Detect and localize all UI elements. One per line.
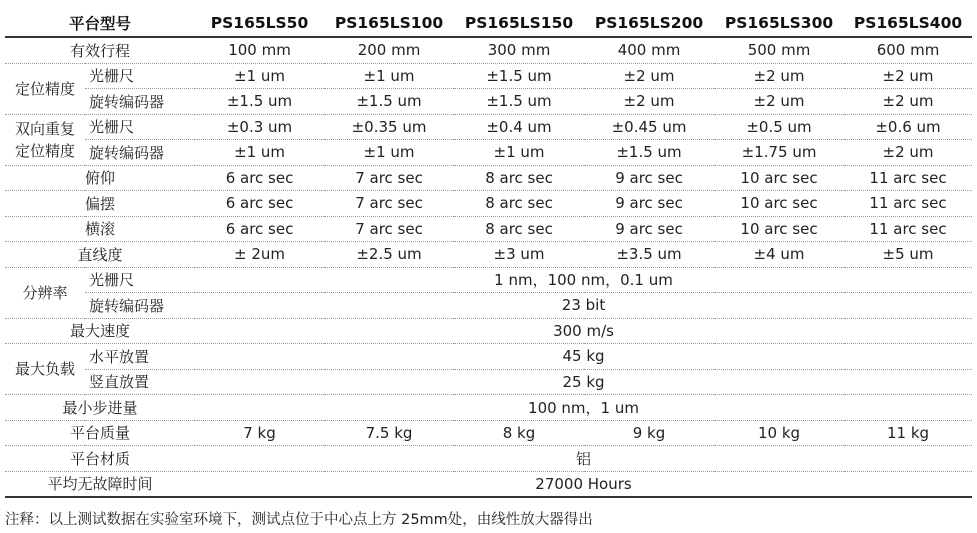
cell: 11 arc sec [844,191,972,217]
row-mass [5,420,972,446]
row-min-step [5,395,972,421]
cell: 6 arc sec [195,165,324,191]
row-group-label [5,114,85,165]
cell: ±1.5 um [324,89,454,115]
cell: ±1.5 um [454,89,584,115]
cell: ±0.5 um [714,114,844,140]
cell: 8 arc sec [454,191,584,217]
cell: ±4 um [714,242,844,268]
row-group-label: 定位精度 [5,63,85,114]
header-model: PS165LS100 [324,9,454,37]
row-sub-label: 光栅尺 [85,114,195,140]
cell: ±2 um [844,89,972,115]
cell: 11 kg [844,420,972,446]
cell: ±0.35 um [324,114,454,140]
header-model: PS165LS400 [844,9,972,37]
row-resolution-grating [5,267,972,293]
header-model: PS165LS300 [714,9,844,37]
row-label: 横滚 [5,216,195,242]
cell: 11 arc sec [844,216,972,242]
header-model: PS165LS200 [584,9,714,37]
cell: ±1.5 um [584,140,714,166]
cell: 9 kg [584,420,714,446]
row-max-speed [5,318,972,344]
cell: 11 arc sec [844,165,972,191]
cell: 400 mm [584,37,714,63]
cell: 7 arc sec [324,191,454,217]
row-sub-label: 竖直放置 [85,369,195,395]
row-label: 最小步进量 [5,395,195,421]
header-row [5,9,972,37]
row-group-label-line: 定位精度 [14,141,75,160]
cell-span: 25 kg [195,369,972,395]
cell: ±0.6 um [844,114,972,140]
cell: 10 arc sec [714,165,844,191]
cell: 8 arc sec [454,216,584,242]
cell-span: 300 m/s [195,318,972,344]
cell: ±5 um [844,242,972,268]
row-straightness [5,242,972,268]
cell: ±1.75 um [714,140,844,166]
cell: ±1 um [324,63,454,89]
row-sub-label: 水平放置 [85,344,195,370]
row-mtbf [5,471,972,497]
cell-span: 45 kg [195,344,972,370]
cell: 8 arc sec [454,165,584,191]
row-label: 平台质量 [5,420,195,446]
cell: 7 kg [195,420,324,446]
cell: ±2 um [844,140,972,166]
cell: ±1 um [195,140,324,166]
cell: ±1 um [324,140,454,166]
cell: ± 2um [195,242,324,268]
row-resolution-encoder [5,293,972,319]
row-group-label-line: 双向重复 [14,119,75,138]
cell: ±2 um [714,89,844,115]
cell: 7 arc sec [324,216,454,242]
cell: 7 arc sec [324,165,454,191]
row-sub-label: 光栅尺 [85,63,195,89]
cell: ±2 um [844,63,972,89]
cell: 10 arc sec [714,216,844,242]
cell: 600 mm [844,37,972,63]
row-label: 直线度 [5,242,195,268]
row-label: 俯仰 [5,165,195,191]
cell: ±2 um [584,63,714,89]
cell: ±1 um [454,140,584,166]
row-label: 偏摆 [5,191,195,217]
cell: ±1 um [195,63,324,89]
cell: 500 mm [714,37,844,63]
cell: ±2 um [714,63,844,89]
cell-span: 27000 Hours [195,471,972,497]
cell: ±2.5 um [324,242,454,268]
row-sub-label: 旋转编码器 [85,89,195,115]
cell: 6 arc sec [195,216,324,242]
row-roll [5,216,972,242]
cell: 6 arc sec [195,191,324,217]
cell-span: 23 bit [195,293,972,319]
cell: 200 mm [324,37,454,63]
cell: ±1.5 um [454,63,584,89]
row-repeatability-encoder [5,140,972,166]
cell-span: 100 nm，1 um [195,395,972,421]
cell: ±0.4 um [454,114,584,140]
row-pitch [5,165,972,191]
spec-table [5,9,972,498]
cell: 100 mm [195,37,324,63]
cell: ±3.5 um [584,242,714,268]
cell: ±0.3 um [195,114,324,140]
footnote: 注释：以上测试数据在实验室环境下，测试点位于中心点上方 25mm处，由线性放大器得出 [5,512,593,528]
cell: 7.5 kg [324,420,454,446]
cell: ±2 um [584,89,714,115]
row-label: 平均无故障时间 [5,471,195,497]
row-label: 最大速度 [5,318,195,344]
row-sub-label: 旋转编码器 [85,293,195,319]
row-max-load-horizontal [5,344,972,370]
row-label: 有效行程 [5,37,195,63]
row-group-label: 最大负载 [5,344,85,395]
row-sub-label: 光栅尺 [85,267,195,293]
cell: 9 arc sec [584,165,714,191]
cell: 9 arc sec [584,191,714,217]
row-yaw [5,191,972,217]
cell: 9 arc sec [584,216,714,242]
row-accuracy-grating [5,63,972,89]
row-travel [5,37,972,63]
cell: 8 kg [454,420,584,446]
row-sub-label: 旋转编码器 [85,140,195,166]
row-group-label: 分辨率 [5,267,85,318]
header-model: PS165LS150 [454,9,584,37]
cell-span: 1 nm，100 nm，0.1 um [195,267,972,293]
cell: 10 kg [714,420,844,446]
header-model: PS165LS50 [195,9,324,37]
row-material [5,446,972,472]
row-accuracy-encoder [5,89,972,115]
cell: ±0.45 um [584,114,714,140]
header-model-label: 平台型号 [5,9,195,37]
row-repeatability-grating [5,114,972,140]
cell: ±1.5 um [195,89,324,115]
row-max-load-vertical [5,369,972,395]
cell: 10 arc sec [714,191,844,217]
row-label: 平台材质 [5,446,195,472]
cell: ±3 um [454,242,584,268]
cell: 300 mm [454,37,584,63]
cell-span: 铝 [195,446,972,472]
